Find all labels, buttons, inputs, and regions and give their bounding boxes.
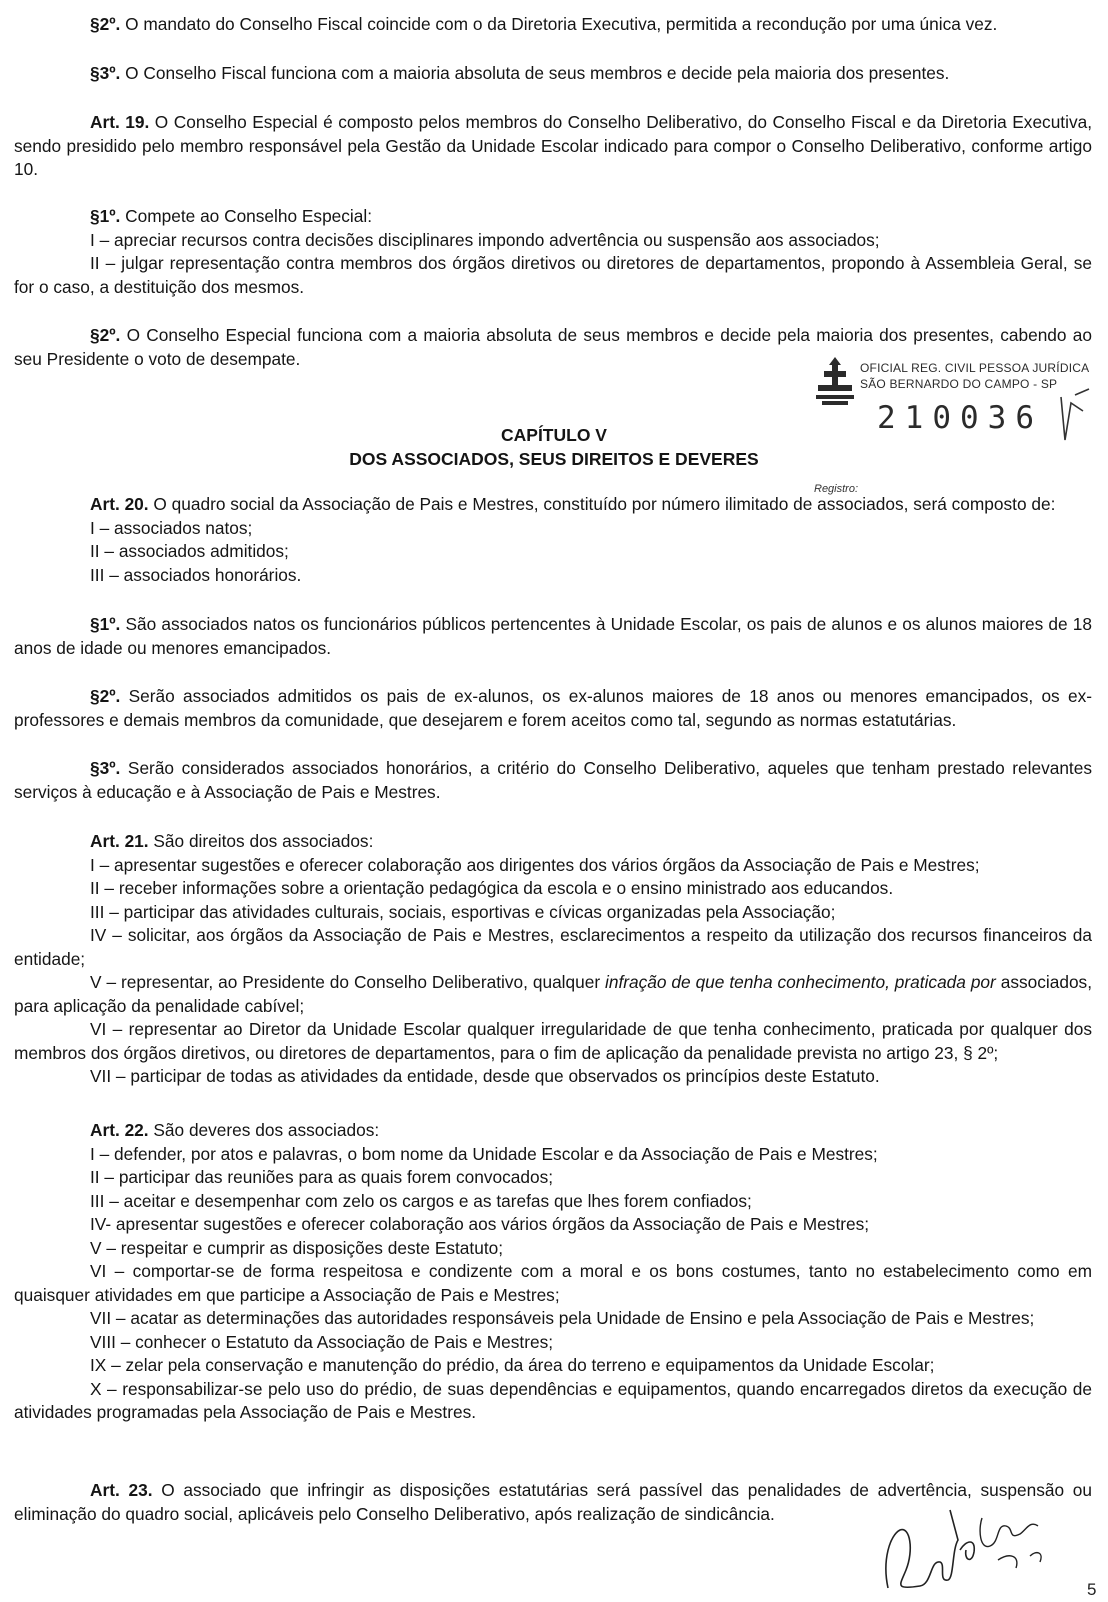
list-item: X – responsabilizar-se pelo uso do prédio, de suas dependências e equipamentos, quando encarregados diretos da execução de atividades programadas pela Associação de Pais e Mestres.	[14, 1378, 1092, 1422]
list-item: V – representar, ao Presidente do Conselho Deliberativo, qualquer infração de que tenha conhecimento, praticada por associados, para aplicação da penalidade cabível;	[14, 972, 1092, 1016]
chapter-subtitle: DOS ASSOCIADOS, SEUS DIREITOS E DEVERES	[349, 449, 759, 469]
list-item: I – apreciar recursos contra decisões disciplinares impondo advertência ou suspensão aos associados;	[90, 229, 880, 250]
stamp-registry-number: 210036	[877, 400, 1043, 436]
registro-label: Registro:	[814, 483, 859, 495]
art20-paragraph-3: §3º. Serão considerados associados honorários, a critério do Conselho Deliberativo, aqueles que tenham prestado relevantes serviços à educação e à Associação de Pais e Mestres.	[14, 758, 1092, 802]
list-item: V – respeitar e cumprir as disposições deste Estatuto;	[90, 1237, 504, 1258]
list-item: I – apresentar sugestões e oferecer colaboração aos dirigentes dos vários órgãos da Associação de Pais e Mestres;	[90, 854, 980, 875]
article-21: Art. 21. São direitos dos associados: I – apresentar sugestões e oferecer colaboração aos dirigentes dos vários órgãos da Associação de Pais e Mestres; II – receber informações sobre a orientação pedagógica da escola e o ensino ministrado aos educandos. III – participar das atividades culturais, sociais, esportivas e cívicas organizadas pela Associação; IV – solicitar, aos órgãos da Associação de Pais e Mestres, esclarecimentos a respeito da utilização dos recursos financeiros da entidade; V – representar, ao Presidente do Conselho Deliberativo, qualquer infração de que tenha conhecimento, praticada por associados, para aplicação da penalidade cabível; VI – representar ao Diretor da Unidade Escolar qualquer irregularidade de que tenha conhecimento, praticada por qualquer dos membros dos órgãos diretivos, ou diretores de departamentos, para o fim de aplicação da penalidade prevista no artigo 23, § 2º; VII – participar de todas as atividades da entidade, desde que observados os princípios deste Estatuto.	[14, 830, 1092, 1089]
stamp-office-name: OFICIAL REG. CIVIL PESSOA JURÍDICA	[860, 361, 1090, 375]
handwritten-signatures	[880, 1490, 1100, 1598]
registry-seal-icon	[812, 355, 858, 407]
article-20: Art. 20. O quadro social da Associação de Pais e Mestres, constituído por número ilimitado de associados, será composto de: I – associados natos; II – associados admitidos; III – associados honorários.	[14, 493, 1092, 587]
list-item: II – participar das reuniões para as quais forem convocados;	[90, 1167, 554, 1187]
list-item: VII – acatar as determinações das autoridades responsáveis pela Unidade de Ensino e pela Associação de Pais e Mestres;	[90, 1308, 1035, 1328]
list-item: IX – zelar pela conservação e manutenção do prédio, da área do terreno e equipamentos da Unidade Escolar;	[90, 1355, 935, 1375]
article-19: Art. 19. O Conselho Especial é composto pelos membros do Conselho Deliberativo, do Conselho Fiscal e da Diretoria Executiva, sendo presidido pelo membro responsável pela Gestão da Unidade Escolar indicado para compor o Conselho Deliberativo, conforme artigo 10.	[14, 112, 1092, 179]
list-item: VII – participar de todas as atividades da entidade, desde que observados os princípios deste Estatuto.	[90, 1066, 880, 1086]
art18-paragraph-3: §3º. O Conselho Fiscal funciona com a maioria absoluta de seus membros e decide pela maioria dos presentes.	[90, 63, 950, 83]
list-item: VIII – conhecer o Estatuto da Associação de Pais e Mestres;	[90, 1331, 554, 1352]
page-number: 5	[1087, 1580, 1097, 1599]
list-item: IV- apresentar sugestões e oferecer colaboração aos vários órgãos da Associação de Pais e Mestres;	[90, 1214, 870, 1234]
list-item: III – associados honorários.	[90, 564, 302, 585]
list-item: VI – representar ao Diretor da Unidade Escolar qualquer irregularidade de que tenha conhecimento, praticada por qualquer dos membros dos órgãos diretivos, ou diretores de departamentos, para o fim de aplicação da penalidade prevista no artigo 23, § 2º;	[14, 1019, 1092, 1063]
art19-paragraph-1: §1º. Compete ao Conselho Especial: I – apreciar recursos contra decisões disciplinares impondo advertência ou suspensão aos associados; II – julgar representação contra membros dos órgãos diretivos ou diretores de departamentos, propondo à Assembleia Geral, se for o caso, a destituição dos mesmos.	[14, 205, 1092, 299]
art20-paragraph-1: §1º. São associados natos os funcionários públicos pertencentes à Unidade Escolar, os pais de alunos e os alunos maiores de 18 anos de idade ou menores emancipados.	[14, 614, 1092, 658]
list-item: IV – solicitar, aos órgãos da Associação de Pais e Mestres, esclarecimentos a respeito da utilização dos recursos financeiros da entidade;	[14, 925, 1092, 969]
art18-paragraph-2: §2º. O mandato do Conselho Fiscal coincide com o da Diretoria Executiva, permitida a recondução por uma única vez.	[90, 14, 998, 34]
list-item: III – participar das atividades culturais, sociais, esportivas e cívicas organizadas pela Associação;	[90, 901, 836, 922]
stamp-city: SÃO BERNARDO DO CAMPO - SP	[860, 377, 1058, 391]
art20-paragraph-2: §2º. Serão associados admitidos os pais de ex-alunos, os ex-alunos maiores de 18 anos ou menores emancipados, os ex-professores e demais membros da comunidade, que desejarem e forem aceitos como tal, segundo as normas estatutárias.	[14, 686, 1092, 730]
list-item: II – associados admitidos;	[90, 541, 289, 561]
list-item: I – associados natos;	[90, 517, 253, 538]
list-item: II – receber informações sobre a orientação pedagógica da escola e o ensino ministrado aos educandos.	[90, 878, 894, 898]
list-item: VI – comportar-se de forma respeitosa e condizente com a moral e os bons costumes, tanto no estabelecimento como em quaisquer atividades em que participe a Associação de Pais e Mestres;	[14, 1261, 1092, 1305]
list-item: II – julgar representação contra membros dos órgãos diretivos ou diretores de departamentos, propondo à Assembleia Geral, se for o caso, a destituição dos mesmos.	[14, 253, 1092, 297]
art19-paragraph-2: §2º. O Conselho Especial funciona com a maioria absoluta de seus membros e decide pela maioria dos presentes, cabendo ao seu Presidente o voto de desempate.	[14, 325, 1092, 369]
chapter-title: CAPÍTULO V	[501, 425, 607, 445]
article-22: Art. 22. São deveres dos associados: I – defender, por atos e palavras, o bom nome da Unidade Escolar e da Associação de Pais e Mestres; II – participar das reuniões para as quais forem convocados; III – aceitar e desempenhar com zelo os cargos e as tarefas que lhes forem confiados; IV- apresentar sugestões e oferecer colaboração aos vários órgãos da Associação de Pais e Mestres; V – respeitar e cumprir as disposições deste Estatuto; VI – comportar-se de forma respeitosa e condizente com a moral e os bons costumes, tanto no estabelecimento como em quaisquer atividades em que participe a Associação de Pais e Mestres; VII – acatar as determinações das autoridades responsáveis pela Unidade de Ensino e pela Associação de Pais e Mestres; VIII – conhecer o Estatuto da Associação de Pais e Mestres; IX – zelar pela conservação e manutenção do prédio, da área do terreno e equipamentos da Unidade Escolar; X – responsabilizar-se pelo uso do prédio, de suas dependências e equipamentos, quando encarregados diretos da execução de atividades programadas pela Associação de Pais e Mestres.	[14, 1119, 1092, 1425]
list-item: III – aceitar e desempenhar com zelo os cargos e as tarefas que lhes forem confiados;	[90, 1190, 752, 1211]
article-23: Art. 23. O associado que infringir as disposições estatutárias será passível das penalidades de advertência, suspensão ou eliminação do quadro social, aplicáveis pelo Conselho Deliberativo, após realização de sindicância.	[14, 1480, 1092, 1524]
list-item: I – defender, por atos e palavras, o bom nome da Unidade Escolar e da Associação de Pais e Mestres;	[90, 1143, 878, 1164]
